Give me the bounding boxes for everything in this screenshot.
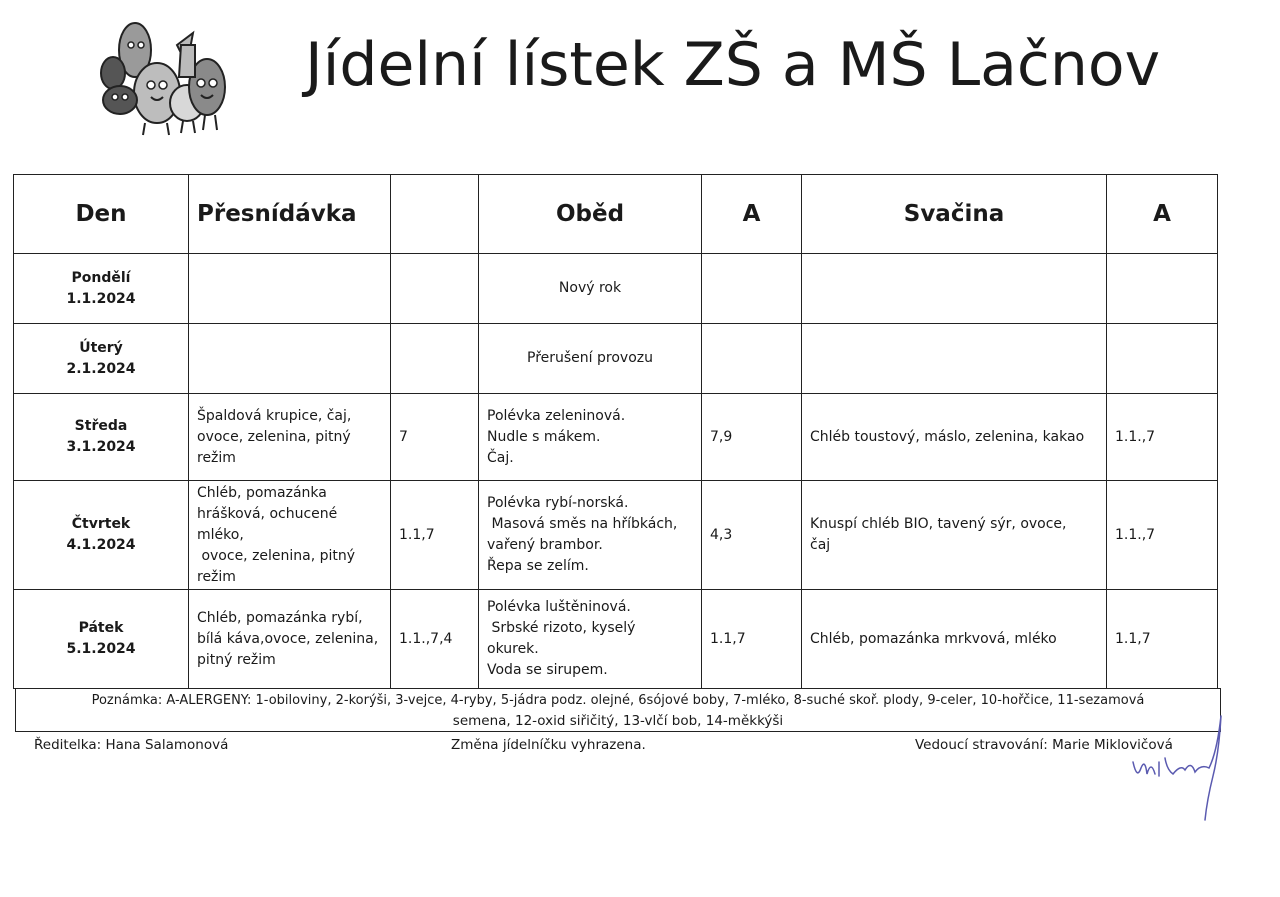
snack-cell	[189, 590, 391, 689]
header-snack: Přesnídávka	[189, 175, 391, 254]
day-cell	[14, 394, 189, 481]
text-line: Chléb, pomazánka rybí,	[197, 609, 363, 626]
text-line: Polévka rybí-norská.	[487, 495, 629, 511]
text-line: Polévka luštěninová.	[487, 599, 631, 615]
table-row	[14, 254, 1218, 324]
vegetables-cartoon-icon	[95, 15, 235, 137]
table-row	[14, 481, 1218, 590]
allergen-note-line: Poznámka: A-ALERGENY: 1-obiloviny, 2-korýši, 3-vejce, 4-ryby, 5-jádra podz. olejné, 6sójové boby, 7-mléko, 8-suché skoř. plody, 9-celer, 10-hořčice, 11-sezamová	[91, 693, 1145, 708]
afternoon-snack-allergens-cell: 1.1.,7	[1107, 481, 1218, 590]
table-row	[14, 324, 1218, 394]
lunch-allergens-cell: 4,3	[702, 481, 802, 590]
text-line: pitný režim	[197, 651, 276, 668]
page-title: Jídelní lístek ZŠ a MŠ Lačnov	[305, 30, 1161, 100]
snack-cell	[189, 481, 391, 590]
lunch-cell	[479, 394, 702, 481]
text-line: režim	[197, 449, 236, 466]
snack-allergens-cell: 1.1.,7,4	[391, 590, 479, 689]
snack-cell	[189, 254, 391, 324]
day-name: Pondělí	[71, 269, 131, 286]
text-line: hrášková, ochucené	[197, 505, 338, 522]
text-line: čaj	[810, 537, 831, 553]
afternoon-snack-cell	[802, 394, 1107, 481]
text-line: vařený brambor.	[487, 537, 603, 553]
afternoon-snack-allergens-cell	[1107, 254, 1218, 324]
text-line: Polévka zeleninová.	[487, 407, 626, 424]
text-line: Masová směs na hříbkách,	[487, 516, 678, 532]
allergen-note-line: semena, 12-oxid siřičitý, 13-vlčí bob, 14-měkkýši	[452, 713, 784, 729]
header-lunch-allergens: A	[702, 175, 802, 254]
handwritten-signature	[1125, 712, 1225, 822]
snack-allergens-cell: 1.1,7	[391, 481, 479, 590]
day-name: Úterý	[79, 339, 123, 356]
afternoon-snack-allergens-cell: 1.1,7	[1107, 590, 1218, 689]
lunch-cell: Nový rok	[479, 254, 702, 324]
header-snack-allergens	[391, 175, 479, 254]
snack-allergens-cell	[391, 324, 479, 394]
text-line: Chléb toustový, máslo, zelenina, kakao	[810, 428, 1085, 445]
day-name: Čtvrtek	[71, 516, 131, 532]
day-cell	[14, 481, 189, 590]
text-line: ovoce, zelenina, pitný	[197, 547, 356, 564]
afternoon-snack-cell	[802, 324, 1107, 394]
day-cell	[14, 254, 189, 324]
day-name: Středa	[74, 418, 128, 434]
menu-table	[13, 174, 1218, 689]
lunch-cell	[479, 590, 702, 689]
afternoon-snack-cell	[802, 590, 1107, 689]
text-line: režim	[197, 568, 236, 585]
table-row	[14, 394, 1218, 481]
snack-allergens-cell: 7	[391, 394, 479, 481]
day-date: 5.1.2024	[66, 641, 136, 657]
text-line: Čaj.	[487, 449, 514, 466]
director-label: Ředitelka: Hana Salamonová	[34, 737, 229, 753]
text-line: okurek.	[487, 641, 539, 657]
text-line: bílá káva,ovoce, zelenina,	[197, 630, 379, 647]
text-line: mléko,	[197, 526, 244, 543]
afternoon-snack-cell	[802, 254, 1107, 324]
text-line: Srbské rizoto, kyselý	[487, 620, 636, 636]
text-line: Řepa se zelím.	[487, 558, 589, 574]
lunch-allergens-cell: 7,9	[702, 394, 802, 481]
day-date: 1.1.2024	[66, 290, 136, 307]
text-line: Nudle s mákem.	[487, 428, 601, 445]
table-row	[14, 590, 1218, 689]
menu-change-note: Změna jídelníčku vyhrazena.	[451, 737, 646, 753]
header-afternoon-snack: Svačina	[802, 175, 1107, 254]
day-date: 3.1.2024	[66, 439, 136, 455]
day-cell	[14, 324, 189, 394]
snack-cell	[189, 324, 391, 394]
text-line: Chléb, pomazánka mrkvová, mléko	[810, 630, 1057, 647]
text-line: Špaldová krupice, čaj,	[197, 407, 352, 424]
day-date: 4.1.2024	[66, 537, 136, 553]
header-lunch: Oběd	[479, 175, 702, 254]
header-day: Den	[14, 175, 189, 254]
header-afternoon-snack-allergens: A	[1107, 175, 1218, 254]
head-of-catering-label: Vedoucí stravování: Marie Miklovičová	[915, 737, 1173, 753]
day-date: 2.1.2024	[66, 360, 136, 377]
snack-cell	[189, 394, 391, 481]
snack-allergens-cell	[391, 254, 479, 324]
header-row	[14, 175, 1218, 254]
lunch-cell	[479, 481, 702, 590]
afternoon-snack-cell	[802, 481, 1107, 590]
lunch-allergens-cell: 1.1,7	[702, 590, 802, 689]
lunch-cell: Přerušení provozu	[479, 324, 702, 394]
text-line: ovoce, zelenina, pitný	[197, 428, 351, 445]
lunch-allergens-cell	[702, 324, 802, 394]
day-name: Pátek	[78, 620, 124, 636]
lunch-allergens-cell	[702, 254, 802, 324]
text-line: Voda se sirupem.	[487, 662, 608, 678]
afternoon-snack-allergens-cell	[1107, 324, 1218, 394]
text-line: Chléb, pomazánka	[197, 484, 327, 501]
day-cell	[14, 590, 189, 689]
text-line: Knuspí chléb BIO, tavený sýr, ovoce,	[810, 516, 1067, 532]
allergen-note	[15, 688, 1221, 732]
afternoon-snack-allergens-cell: 1.1.,7	[1107, 394, 1218, 481]
